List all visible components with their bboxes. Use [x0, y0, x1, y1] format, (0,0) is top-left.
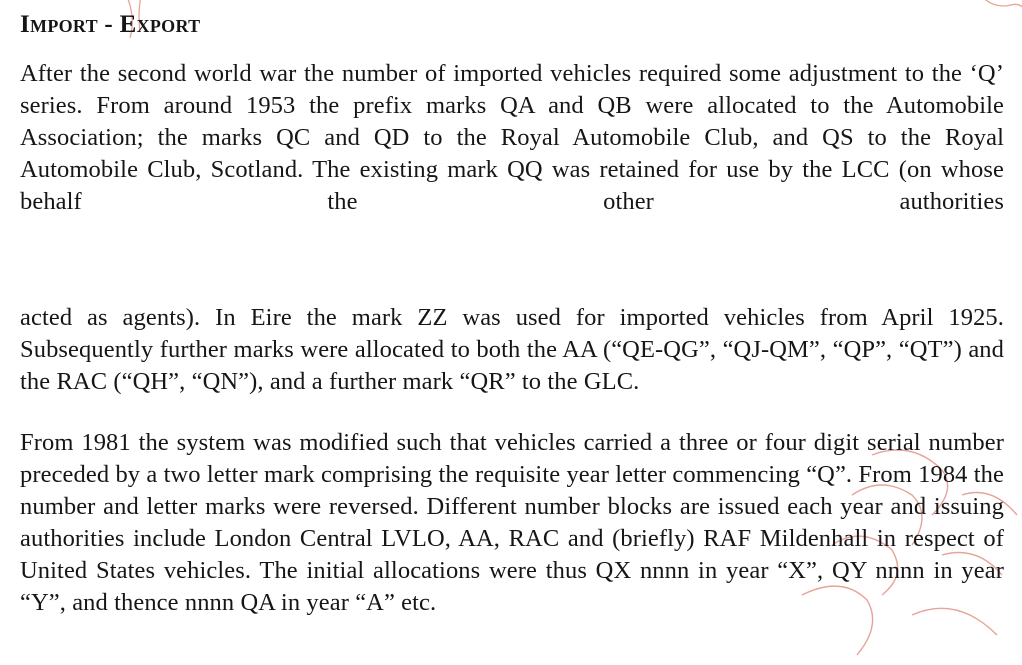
document-page — [20, 8, 1004, 619]
paragraph-1-part-1: After the second world war the number of imported vehicles required some adjustment to the ‘Q’ series. From around 1953 the prefix marks QA and QB were allocated to the Automobile Association; the marks QC and QD to the Royal Automobile Club, and QS to the Royal Automobile Club, Scotland. The existing mark QQ was retained for use by the LCC (on whose behalf the other authorities — [20, 60, 1004, 215]
paragraph-gap — [20, 398, 1004, 427]
paragraph-2: From 1981 the system was modified such that vehicles carried a three or four digit serial number preceded by a two letter mark comprising the requisite year letter commencing “Q”. From 1984 the number and letter marks were reversed. Different number blocks are issued each year and issuing authorities include London Central LVLO, AA, RAC and (briefly) RAF Mildenhall in respect of United States vehicles. The initial allocations were thus QX nnnn in year “X”, QY nnnn in year “Y”, and thence nnnn QA in year “A” etc. — [20, 429, 1004, 616]
page-break-gap — [20, 218, 1004, 302]
paragraph-1-part-2: acted as agents). In Eire the mark ZZ was used for imported vehicles from April 1925. Subsequently further marks were allocated to both the AA (“QE-QG”, “QJ-QM”, “QP”, “QT”) and the RAC (“QH”, “QN”), and a further mark “QR” to the GLC. — [20, 304, 1004, 395]
section-heading: Import - Export — [20, 11, 201, 38]
